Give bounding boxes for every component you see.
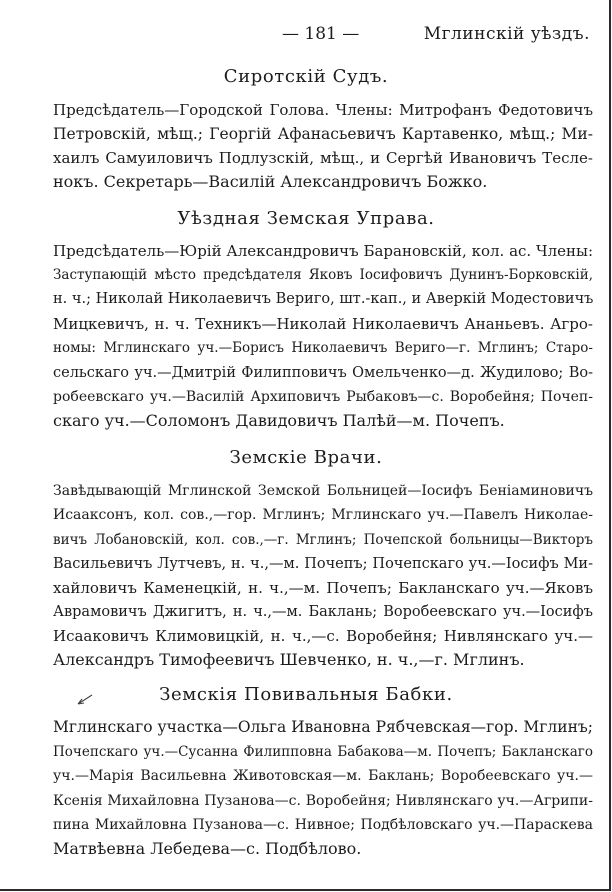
zemstvo-board-line-3: н. ч.; Николай Николаевичъ Веригo, шт.-кап., и Аверкій Модестовичъ	[53, 291, 594, 307]
zemstvo-board-line-2: Заступающій мѣсто предсѣдателя Яковъ Іосифовичъ Дунинъ-Борковскій,	[53, 267, 593, 283]
zemstvo-board-line-6: сельскаго уч.—Дмитрій Филипповичъ Омельченко—д. Жудилово; Во-	[53, 365, 593, 381]
section-title-orphan-court: Сиротскій Судъ.	[223, 66, 389, 87]
midwives-line-3: уч.—Марія Васильевна Животовская—м. Баклань; Воробеевскаго уч.—	[53, 768, 593, 784]
midwives-line-6: Матвѣевна Лебедева—с. Подбѣлово.	[53, 839, 362, 858]
midwives-line-4: Ксенія Михайловна Пузанова—с. Воробейня; Нивлянскаго уч.—Агрипи-	[53, 793, 593, 809]
orphan-court-line-1: Предсѣдатель—Городской Голова. Члены: Митрофанъ Федотовичъ	[53, 101, 593, 119]
page-number: — 181 —	[282, 24, 360, 44]
section-title-zemstvo-board: Уѣздная Земская Управа.	[177, 208, 435, 229]
zemstvo-board-line-7: робеевскаго уч.—Василій Архиповичъ Рыбаковъ—с. Воробейня; Почеп-	[53, 389, 593, 405]
doctors-line-1: Завѣдывающій Мглинской Земской Больницей—Іосифъ Беніаминовичъ	[53, 483, 593, 499]
section-title-midwives: Земскія Повивальныя Бабки.	[159, 684, 453, 705]
doctors-line-2: Исааксонъ, кол. сов.,—гор. Мглинъ; Мглинскаго уч.—Павелъ Николае-	[53, 507, 593, 523]
page-header	[0, 24, 612, 48]
doctors-line-5: хайловичъ Каменецкій, н. ч.,—м. Почепъ; Бакланскаго уч.—Яковъ	[53, 579, 593, 597]
orphan-court-line-3: хаилъ Самуиловичъ Подлузскій, мѣщ., и Сергѣй Ивановичъ Тесле-	[53, 149, 593, 167]
zemstvo-board-line-5: номы: Мглинскаго уч.—Борисъ Николаевичъ Веригo—г. Мглинъ; Старо-	[53, 340, 593, 356]
zemstvo-board-line-8: скаго уч.—Соломонъ Давидовичъ Палѣй—м. Почепъ.	[53, 411, 505, 430]
doctors-line-3: вичъ Лобановскій, кол. сов.,—г. Мглинъ; Почепской больницы—Викторъ	[53, 532, 593, 548]
zemstvo-board-line-1: Предсѣдатель—Юрій Александровичъ Барановскій, кол. ас. Члены:	[53, 242, 593, 260]
midwives-line-2: Почепскаго уч.—Сусанна Филипповна Бабакова—м. Почепъ; Бакланскаго	[53, 744, 593, 760]
doctors-line-8: Александръ Тимофеевичъ Шевченко, н. ч.,—г. Мглинъ.	[53, 650, 525, 669]
doctors-line-6: Аврамовичъ Джигитъ, н. ч.,—м. Баклань; Воробеевскаго уч.—Іосифъ	[53, 604, 593, 620]
section-title-zemstvo-doctors: Земскіе Врачи.	[229, 447, 383, 468]
midwives-line-1: Мглинскаго участка—Ольга Ивановна Рябчевская—гор. Мглинъ;	[53, 718, 593, 736]
doctors-line-4: Васильевичъ Лутчевъ, н. ч.,—м. Почепъ; Почепскаго уч.—Іосифъ Ми-	[53, 556, 593, 572]
running-title: Мглинскій уѣздъ.	[423, 24, 590, 44]
midwives-line-5: пина Михайловна Пузанова—с. Нивное; Подбѣловскаго уч.—Параскева	[53, 817, 593, 833]
orphan-court-line-4: нокъ. Секретарь—Василій Александровичъ Божко.	[53, 172, 488, 191]
orphan-court-line-2: Петровскій, мѣщ.; Георгій Афанасьевичъ Картавенко, мѣщ.; Ми-	[53, 125, 593, 143]
doctors-line-7: Исааковичъ Климовицкій, н. ч.,—с. Воробейня; Нивлянскаго уч.—	[53, 627, 593, 645]
zemstvo-board-line-4: Мицкевичъ, н. ч. Техникъ—Николай Николаевичъ Ананьевъ. Агро-	[53, 315, 593, 333]
